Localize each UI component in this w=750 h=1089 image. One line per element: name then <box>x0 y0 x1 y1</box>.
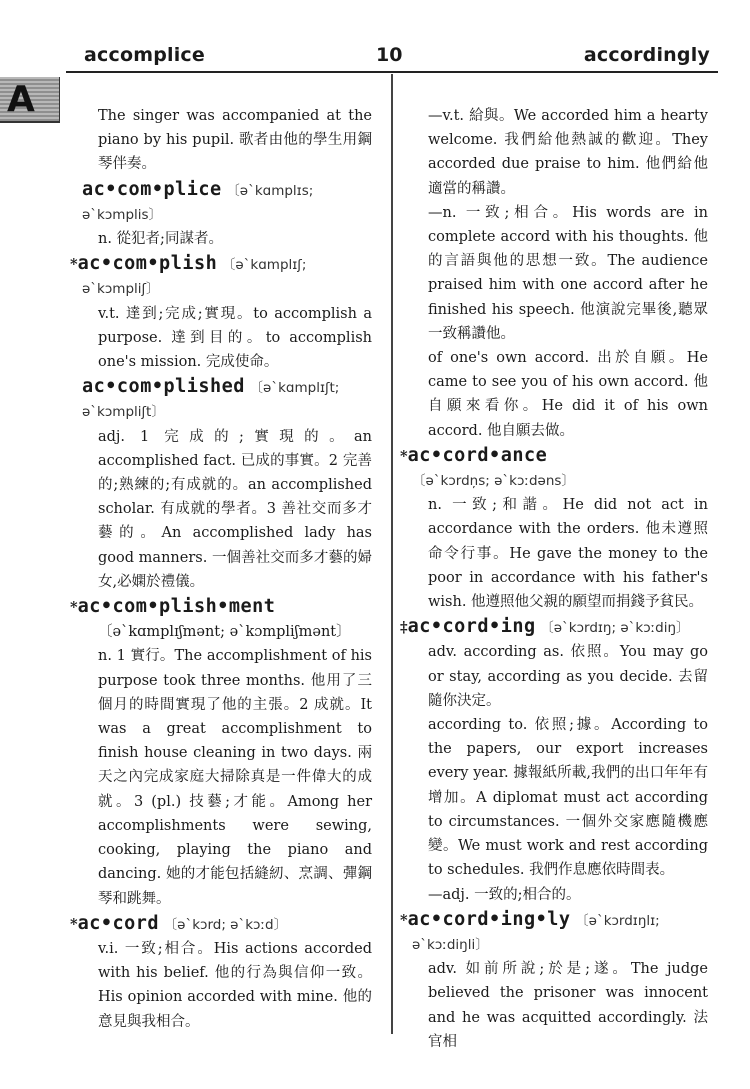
entry-accomplice <box>82 179 372 227</box>
headword: ac•com•plish <box>77 253 218 275</box>
entry-accomplishment <box>70 596 372 620</box>
definition: —n. 一致;相合。His words are in complete accord with his thoughts. 他的言語與他的思想一致。The audience praised him with one accord after he finished his speech. 他演說完畢後,聽眾一致稱讚他。 <box>428 204 708 342</box>
page-header <box>0 0 750 78</box>
entry-accomplish <box>70 253 372 301</box>
definition: n. 一致;和諧。He did not act in accordance with the orders. 他未遵照命令行事。He gave the money to the poor in accordance with his father's wish. 他遵照他父親的願望而捐錢予貧民。 <box>428 497 708 611</box>
page-number: 10 <box>376 44 403 66</box>
pronunciation: 〔ə`kɔrdɪŋlɪ; ə`kɔːdiŋli〕 <box>412 912 660 953</box>
section-tab <box>0 77 60 123</box>
pronunciation: 〔ə`kɑmplɪs; ə`kɔmplis〕 <box>82 182 314 223</box>
headword: ac•com•plished <box>82 376 245 398</box>
entry-accomplished <box>82 376 372 424</box>
frequency-mark: * <box>400 911 408 929</box>
frequency-mark: * <box>400 447 408 465</box>
frequency-mark: ‡ <box>400 619 408 637</box>
pronunciation: 〔ə`kɑmplɪʃt; ə`kɔmpliʃt〕 <box>82 380 340 421</box>
definition: v.t. 達到;完成;實現。to accomplish a purpose. 達到目的。to accomplish one's mission. 完成使命。 <box>98 305 372 371</box>
frequency-mark: * <box>70 599 78 617</box>
definition: —adj. 一致的;相合的。 <box>428 886 581 903</box>
guide-word-left: accomplice <box>84 44 205 66</box>
headword: ac•com•plice <box>82 178 222 200</box>
column-divider <box>391 74 393 1034</box>
definition: n. 1 實行。The accomplishment of his purpose took three months. 他用了三個月的時間實現了他的主張。2 成就。It was a great accomplishment to finish house cleaning in two days. 兩天之內完成家庭大掃除真是一件偉大的成就。3 (pl.) 技藝;才能。Among her accomplishments were sewing, cooking, playing the piano and dancing. 她的才能包括縫紉、烹調、彈鋼琴和跳舞。 <box>98 648 372 907</box>
idiom-definition: of one's own accord. 出於自願。He came to see you of his own accord. 他自願來看你。He did it of his own accord. 他自願去做。 <box>428 350 708 439</box>
definition: adv. 如前所說;於是;遂。The judge believed the prisoner was innocent and he was acquitted accordingly. 法官相 <box>428 961 708 1050</box>
pronunciation: 〔ə`kɑmplɪʃmənt; ə`kɔmpliʃmənt〕 <box>98 624 351 641</box>
entry-accord <box>70 912 372 937</box>
pronunciation: 〔ə`kɑmplɪʃ; ə`kɔmpliʃ〕 <box>82 257 307 298</box>
entry-accordingly <box>400 908 708 957</box>
definition: v.i. 一致;相合。His actions accorded with his belief. 他的行為與信仰一致。His opinion accorded with mine. 他的意見與我相合。 <box>98 940 372 1030</box>
left-column <box>70 104 372 1034</box>
definition: n. 從犯者;同謀者。 <box>98 231 223 248</box>
section-letter: A <box>7 79 35 120</box>
pronunciation: 〔ə`kɔrdɪŋ; ə`kɔːdiŋ〕 <box>540 620 690 637</box>
definition: adj. 1 完成的;實現的。an accomplished fact. 已成的事實。2 完善的;熟練的;有成就的。an accomplished scholar. 有成就的學者。3 善社交而多才藝的。An accomplished lady has good manners. 一個善社交而多才藝的婦女,必嫻於禮儀。 <box>98 428 372 590</box>
headword: ac•com•plish•ment <box>77 596 276 618</box>
right-column <box>400 104 708 1054</box>
guide-word-right: accordingly <box>583 44 710 66</box>
headword: ac•cord•ing <box>407 616 536 638</box>
headword: ac•cord <box>77 912 160 934</box>
definition: —v.t. 給與。We accorded him a hearty welcome. 我們給他熱誠的歡迎。They accorded due praise to him. 他們給他適當的稱讚。 <box>428 108 708 197</box>
header-rule <box>66 71 718 73</box>
entry-accordance <box>400 444 708 493</box>
frequency-mark: * <box>70 915 78 933</box>
pronunciation: 〔ə`kɔrd; ə`kɔːd〕 <box>163 916 288 933</box>
definition: adv. according as. 依照。You may go or stay, according as you decide. 去留隨你決定。 <box>428 644 708 709</box>
headword: ac•cord•ing•ly <box>407 908 571 930</box>
entry-according <box>400 616 708 640</box>
frequency-mark: * <box>70 256 78 274</box>
headword: ac•cord•ance <box>407 444 548 466</box>
pronunciation: 〔ə`kɔrdņs; ə`kɔːdəns〕 <box>412 473 575 490</box>
continuation-text: The singer was accompanied at the piano by his pupil. 歌者由他的學生用鋼琴伴奏。 <box>98 108 372 173</box>
idiom-definition: according to. 依照;據。According to the papers, our export increases every year. 據報紙所載,我們的出口年年有增加。A diplomat must act according to circumstances. 一個外交家應隨機應變。We must work and rest according to schedules. 我們作息應依時間表。 <box>428 717 708 879</box>
